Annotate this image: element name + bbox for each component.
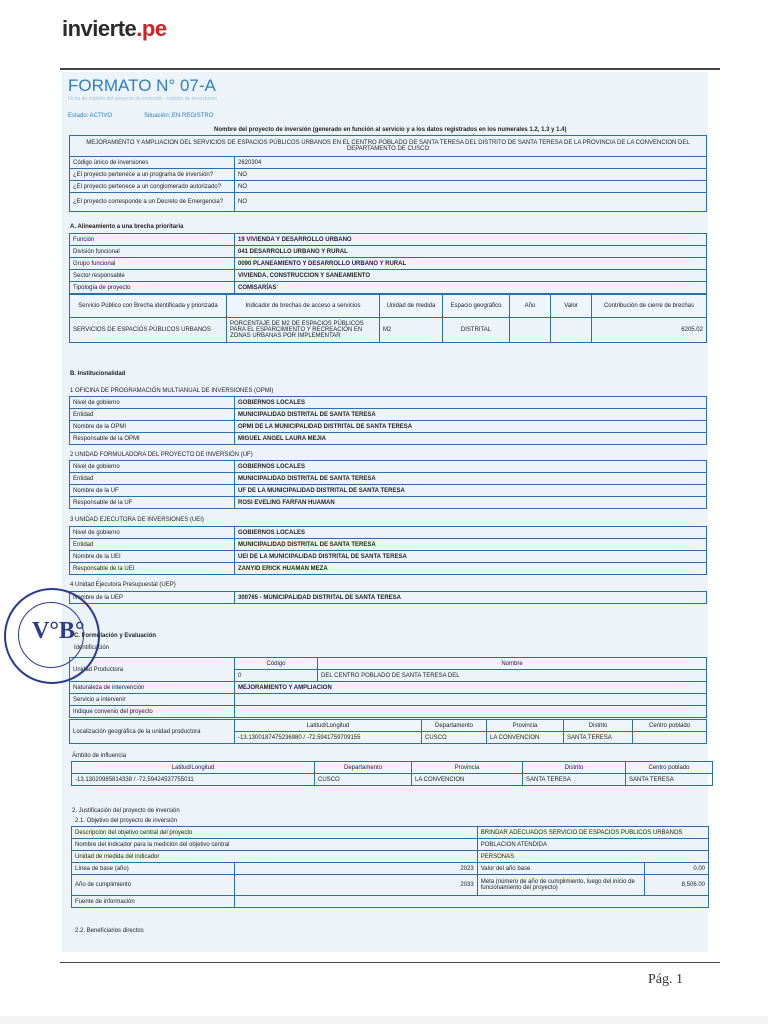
unidad-productora-table: Unidad Productora Código Nombre 0 DEL CENTRO POBLADO DE SANTA TERESA DEL Naturaleza de intervención MEJORAMIENTO Y AMPLIACION Servicio a intervenir Indique convenio del proyecto (69, 657, 707, 718)
section-b-title: B. Institucionalidad (70, 371, 126, 377)
ambito-table: Latitud/Longitud Departamento Provincia Distrito Centro poblado -13.13020985814338 / -72.59424537755011 CUSCO LA CONVENCION SANTA TERESA SANTA TERESA (71, 761, 713, 786)
table-row: ¿El proyecto pertenece a un programa de inversión? NO (70, 169, 707, 181)
table-row: 0 DEL CENTRO POBLADO DE SANTA TERESA DEL (70, 670, 707, 682)
localizacion-table: Localización geográfica de la unidad productora Latitud/Longitud Departamento Provincia Distrito Centro poblado -13.1300187475236980 / -72.5941759709155 CUSCO LA CONVENCION SANTA TERESA (69, 719, 707, 744)
objetivo-subtitle: 2.1. Objetivo del proyecto de inversión (75, 818, 178, 824)
bottom-rule (60, 962, 720, 963)
table-row: Responsable de la UF ROSI EVELING FARFAN HUAMAN (70, 497, 707, 509)
brecha-table: Servicio Público con Brecha identificada y priorizada Indicador de brechas de acceso a servicios Unidad de medida Espacio geográfico Año Valor Contribución de cierre de brechas SERVICIOS DE ESPACIOS PÚBLICOS URBANOS PORCENTAJE DE M2 DE ESPACIOS PÚBLICOS PARA EL ESPARCIMIENTO Y RECREACIÓN EN ZONAS URBANAS POR IMPLEMENTAR M2 DISTRITAL 6205.02 (69, 294, 707, 343)
table-row: Nivel de gobierno GOBIERNOS LOCALES (70, 527, 707, 539)
table-row: Responsable de la OPMI MIGUEL ANGEL LAURA MEJIA (70, 433, 707, 445)
table-row: Nivel de gobierno GOBIERNOS LOCALES (70, 397, 707, 409)
table-row: Código único de inversiones 2620304 (70, 157, 707, 169)
ambito-title: Ámbito de influencia (72, 753, 127, 759)
opmi-table (69, 396, 707, 445)
project-name-caption: Nombre del proyecto de inversión (generado en función al servicio y a los datos registrados en los numerales 1.2, 1.3 y 1.4) (214, 127, 567, 133)
section-c-title: C. Formulación y Evaluación (74, 633, 157, 639)
table-row: Nombre de la UF UF DE LA MUNICIPALIDAD DISTRITAL DE SANTA TERESA (70, 485, 707, 497)
justificacion-title: 2. Justificación del proyecto de inversión (72, 808, 180, 814)
table-row: Función 19 VIVIENDA Y DESARROLLO URBANO (70, 234, 707, 246)
page-number: Pág. 1 (648, 972, 683, 987)
objetivo-table (71, 826, 709, 908)
table-row: Indique convenio del proyecto (70, 706, 707, 718)
table-row: SERVICIOS DE ESPACIOS PÚBLICOS URBANOS PORCENTAJE DE M2 DE ESPACIOS PÚBLICOS PARA EL ESPARCIMIENTO Y RECREACIÓN EN ZONAS URBANAS POR IMPLEMENTAR M2 DISTRITAL 6205.02 (70, 318, 707, 343)
table-row: Grupo funcional 0090 PLANEAMIENTO Y DESARROLLO URBANO Y RURAL (70, 258, 707, 270)
table-row: División funcional 041 DESARROLLO URBANO Y RURAL (70, 246, 707, 258)
table-row: Línea de base (año) 2023 Valor del año base 0.00 (72, 863, 709, 875)
estado-label: Estado: ACTIVO (68, 113, 113, 119)
table-row: Unidad de medida del indicador PERSONAS (72, 851, 709, 863)
section-a-title: A. Alineamiento a una brecha prioritaria (70, 224, 184, 230)
situacion-label: Situación: EN REGISTRO (144, 113, 214, 119)
table-row: Responsable de la UEI ZANYID ERICK HUAMAN MEZA (70, 563, 707, 575)
section-a-table (69, 233, 707, 294)
table-row: -13.13020985814338 / -72.59424537755011 CUSCO LA CONVENCION SANTA TERESA SANTA TERESA (72, 774, 713, 786)
table-row: Descripción del objetivo central del proyecto BRINDAR ADECUADOS SERVICIO DE ESPACIOS PUBLICOS URBANOS (72, 827, 709, 839)
uf-title: 2 UNIDAD FORMULADORA DEL PROYECTO DE INVERSIÓN (UF) (70, 452, 253, 458)
table-row: ¿El proyecto corresponde a un Decreto de Emergencia? NO (70, 193, 707, 212)
stamp-vb-text: V°B° (32, 618, 85, 644)
uei-title: 3 UNIDAD EJECUTORA DE INVERSIONES (UEI) (70, 517, 204, 523)
beneficiarios-title: 2.2. Beneficiarios directos (75, 928, 144, 934)
form-title: FORMATO N° 07-A (68, 76, 216, 95)
table-row: -13.1300187475236980 / -72.5941759709155 CUSCO LA CONVENCION SANTA TERESA (70, 732, 707, 744)
table-row: ¿El proyecto pertenece a un conglomerado autorizado? NO (70, 181, 707, 193)
uf-table (69, 460, 707, 509)
table-row: Nombre del indicador para la medición del objetivo central POBLACION ATENDIDA (72, 839, 709, 851)
project-table (69, 135, 707, 212)
table-row: Naturaleza de intervención MEJORAMIENTO Y AMPLIACION (70, 682, 707, 694)
table-row: Tipología de proyecto COMISARÍAS (70, 282, 707, 294)
project-name: MEJORAMIENTO Y AMPLIACION DEL SERVICIOS DE ESPACIOS PÚBLICOS URBANOS EN EL CENTRO POBLADO DE SANTA TERESA DEL DISTRITO DE SANTA TERESA DE LA PROVINCIA DE LA CONVENCION DEL DEPARTAMENTO DE CUSCO (70, 136, 707, 157)
uep-table (69, 591, 707, 604)
table-row: Entidad MUNICIPALIDAD DISTRITAL DE SANTA TERESA (70, 473, 707, 485)
table-row: Nivel de gobierno GOBIERNOS LOCALES (70, 461, 707, 473)
table-row: Nombre de la OPMI OPMI DE LA MUNICIPALIDAD DISTRITAL DE SANTA TERESA (70, 421, 707, 433)
table-row: Nombre de la UEP 300765 - MUNICIPALIDAD DISTRITAL DE SANTA TERESA (70, 592, 707, 604)
invierte-logo: invierte.pe (62, 16, 167, 41)
table-row: Servicio a intervenir (70, 694, 707, 706)
table-row: Fuente de información (72, 896, 709, 908)
opmi-title: 1 OFICINA DE PROGRAMACIÓN MULTIANUAL DE INVERSIONES (OPMI) (70, 388, 274, 394)
top-rule (60, 68, 720, 70)
table-row: Entidad MUNICIPALIDAD DISTRITAL DE SANTA TERESA (70, 539, 707, 551)
table-row: Nombre de la UEI UEI DE LA MUNICIPALIDAD DISTRITAL DE SANTA TERESA (70, 551, 707, 563)
identificacion-subtitle: Identificación (74, 645, 110, 651)
table-row: Entidad MUNICIPALIDAD DISTRITAL DE SANTA TERESA (70, 409, 707, 421)
uei-table (69, 526, 707, 575)
scan-edge (0, 1016, 768, 1024)
uep-title: 4 Unidad Ejecutora Presupuestal (UEP) (70, 582, 176, 588)
table-row: Sector responsable VIVIENDA, CONSTRUCCION Y SANEAMIENTO (70, 270, 707, 282)
table-row: Año de cumplimiento 2033 Meta (número de año de cumplimiento, luego del inicio de funcionamiento del proyecto) 8,506.00 (72, 875, 709, 896)
form-subtitle: Ficha de registro del proyecto de inversión - registro de inversiones (68, 96, 217, 102)
approval-stamp (4, 588, 100, 684)
